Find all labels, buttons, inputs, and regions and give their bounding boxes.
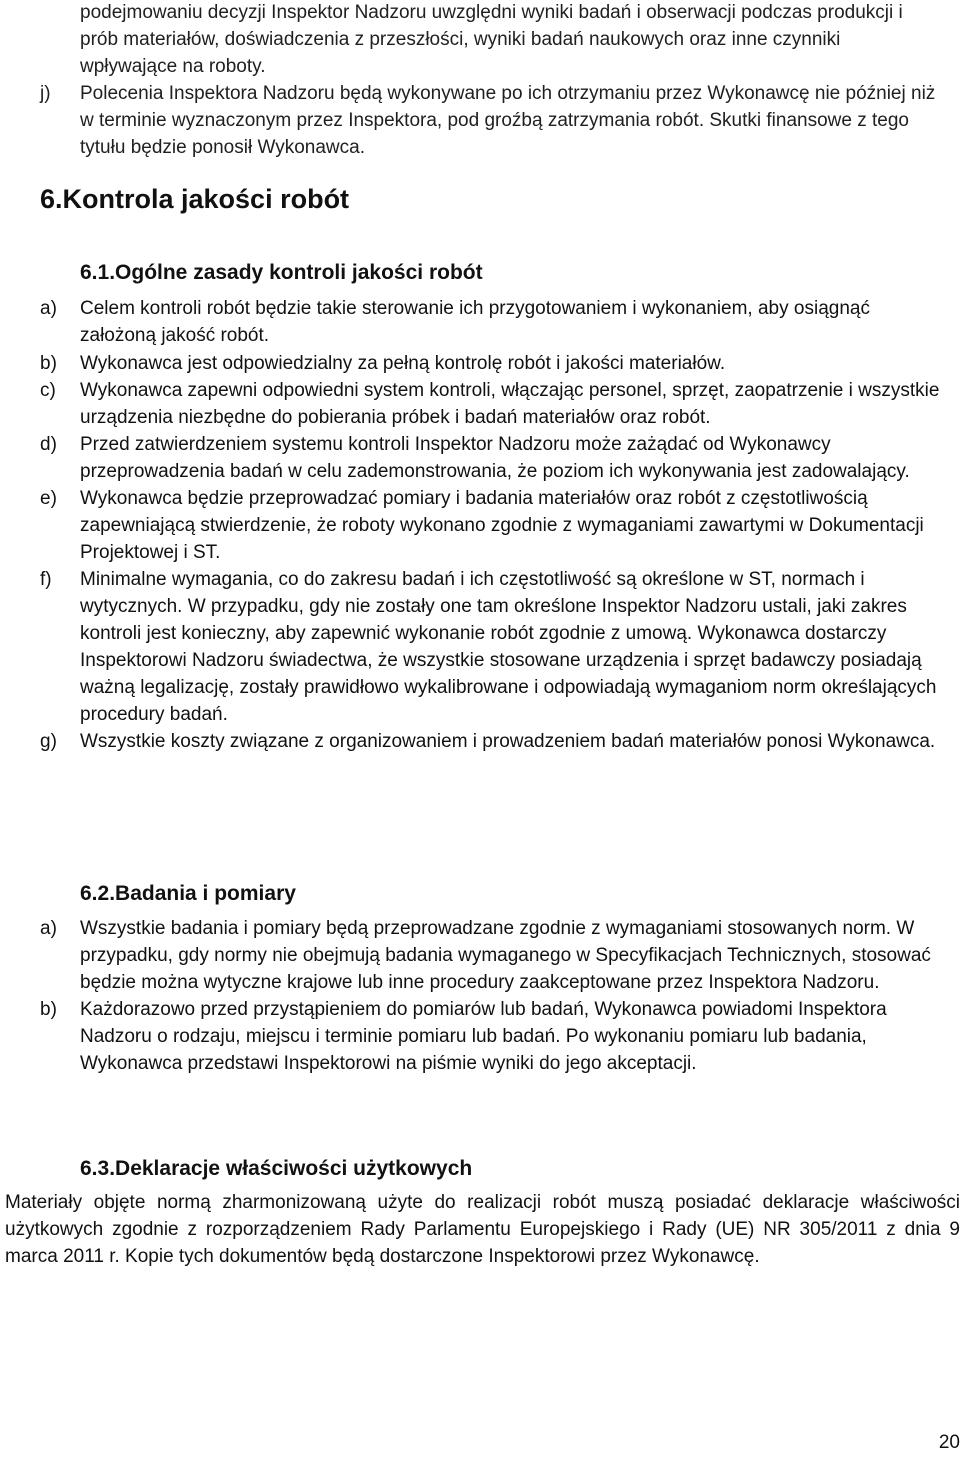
list-item-text: Wszystkie koszty związane z organizowaniem i prowadzeniem badań materiałów ponosi Wykonawca. xyxy=(80,731,936,752)
list-item-text: Polecenia Inspektora Nadzoru będą wykonywane po ich otrzymaniu przez Wykonawcę nie później niż w terminie wyznaczonym przez Inspektora, pod groźbą zatrzymania robót. Skutki finansowe z tego tytułu będzie ponosił Wykonawca. xyxy=(80,83,936,158)
list-item xyxy=(0,915,945,996)
list-marker: c) xyxy=(40,380,56,401)
list-item xyxy=(0,996,945,1077)
list-item xyxy=(0,566,945,728)
list-item-text: Przed zatwierdzeniem systemu kontroli Inspektor Nadzoru może zażądać od Wykonawcy przeprowadzenia badań w celu zademonstrowania, że poziom ich wykonywania jest zadowalający. xyxy=(80,434,910,482)
section-6-heading: 6.Kontrola jakości robót xyxy=(40,184,350,214)
list-item-text: Celem kontroli robót będzie takie sterowanie ich przygotowaniem i wykonaniem, aby osiągnąć założoną jakość robót. xyxy=(80,298,870,346)
list-marker: a) xyxy=(40,298,57,319)
list-marker: j) xyxy=(40,83,51,104)
list-item-text: Wykonawca zapewni odpowiedni system kontroli, włączając personel, sprzęt, zaopatrzenie i wszystkie urządzenia niezbędne do pobierania próbek i badań materiałów oraz robót. xyxy=(80,380,940,428)
list-marker: a) xyxy=(40,918,57,939)
list-item-text: Wykonawca jest odpowiedzialny za pełną kontrolę robót i jakości materiałów. xyxy=(80,353,726,374)
list-item-text: Wszystkie badania i pomiary będą przeprowadzane zgodnie z wymaganiami stosowanych norm. W przypadku, gdy normy nie obejmują badania wymaganego w Specyfikacjach Technicznych, stosować będzie można wytyczne krajowe lub inne procedury zaakceptowane przez Inspektora Nadzoru. xyxy=(80,918,931,993)
list-item xyxy=(0,728,945,755)
intro-paragraph: podejmowaniu decyzji Inspektor Nadzoru uwzględni wyniki badań i obserwacji podczas produkcji i prób materiałów, doświadczenia z przeszłości, wyniki badań naukowych oraz inne czynniki wpływające na roboty. xyxy=(80,2,903,77)
list-item xyxy=(0,350,945,377)
list-marker: f) xyxy=(40,569,52,590)
section-6-1-list xyxy=(0,295,945,755)
list-item-text: Każdorazowo przed przystąpieniem do pomiarów lub badań, Wykonawca powiadomi Inspektora Nadzoru o rodzaju, miejscu i terminie pomiaru lub badań. Po wykonaniu pomiaru lub badania, Wykonawca przedstawi Inspektorowi na piśmie wyniki do jego akceptacji. xyxy=(80,999,887,1074)
list-item xyxy=(0,295,945,349)
list-marker: g) xyxy=(40,731,57,752)
list-item xyxy=(0,377,945,431)
section-6-3-heading: 6.3.Deklaracje właściwości użytkowych xyxy=(80,1157,473,1180)
list-marker: b) xyxy=(40,353,57,374)
list-marker: d) xyxy=(40,434,57,455)
list-item xyxy=(0,431,945,485)
section-6-3-paragraph: Materiały objęte normą zharmonizowaną użyte do realizacji robót muszą posiadać deklaracje właściwości użytkowych zgodnie z rozporządzeniem Rady Parlamentu Europejskiego i Rady (UE) NR 305/2011 z dnia 9 marca 2011 r. Kopie tych dokumentów będą dostarczone Inspektorowi przez Wykonawcę. xyxy=(5,1192,960,1267)
list-item-text: Minimalne wymagania, co do zakresu badań i ich częstotliwość są określone w ST, normach i wytycznych. W przypadku, gdy nie zostały one tam określone Inspektor Nadzoru ustali, jaki zakres kontroli jest konieczny, aby zapewnić wykonanie robót zgodnie z umową. Wykonawca dostarczy Inspektorowi Nadzoru świadectwa, że wszystkie stosowane urządzenia i sprzęt badawczy posiadają ważną legalizację, zostały prawidłowo wykalibrowane i odpowiadają wymaganiom norm określających procedury badań. xyxy=(80,569,937,725)
list-item-text: Wykonawca będzie przeprowadzać pomiary i badania materiałów oraz robót z częstotliwością zapewniającą stwierdzenie, że roboty wykonano zgodnie z wymaganiami zawartymi w Dokumentacji Projektowej i ST. xyxy=(80,488,924,563)
list-marker: e) xyxy=(40,488,57,509)
list-item-j xyxy=(0,80,940,161)
section-6-1-heading: 6.1.Ogólne zasady kontroli jakości robót xyxy=(80,261,483,284)
list-marker: b) xyxy=(40,999,57,1020)
page-number: 20 xyxy=(938,1432,960,1453)
list-item-j-container xyxy=(0,80,940,161)
section-6-2-heading: 6.2.Badania i pomiary xyxy=(80,882,296,905)
section-6-2-list xyxy=(0,915,945,1077)
list-item xyxy=(0,485,945,566)
